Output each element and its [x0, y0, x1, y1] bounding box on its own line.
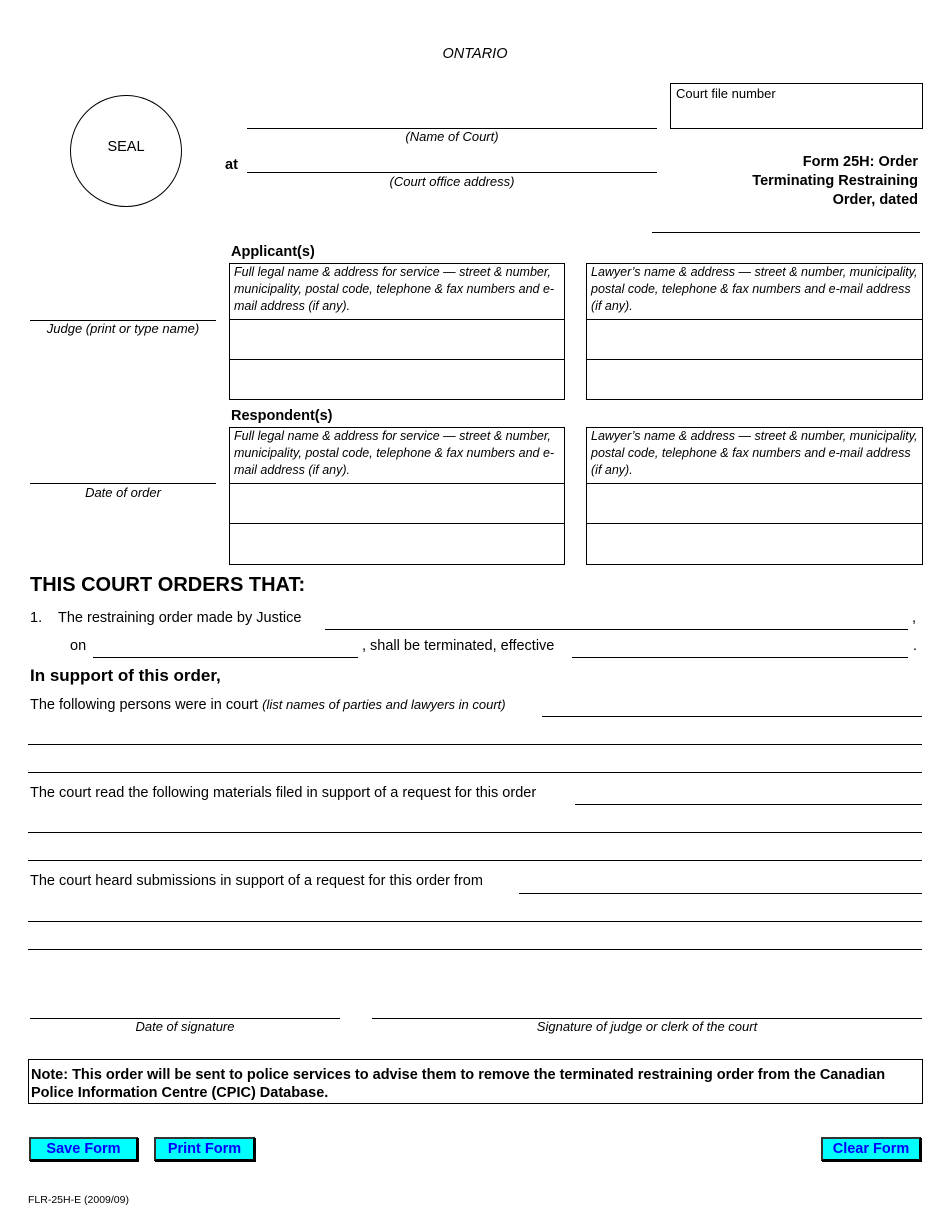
court-file-number-label: Court file number	[676, 86, 776, 101]
respondent-address-field[interactable]	[229, 523, 565, 565]
date-of-order-label: Date of order	[85, 485, 161, 500]
name-of-court-label: (Name of Court)	[405, 129, 499, 144]
date-of-order-field[interactable]	[30, 463, 216, 484]
respondent-party-header	[229, 427, 565, 484]
court-office-address-label: (Court office address)	[389, 174, 515, 189]
materials-field-2[interactable]	[28, 812, 922, 833]
judge-label: Judge (print or type name)	[46, 321, 200, 336]
form-title-line-1: Form 25H: Order	[802, 154, 918, 170]
justice-name-field[interactable]	[325, 609, 908, 630]
support-heading: In support of this order,	[30, 666, 221, 685]
item-text: The restraining order made by Justice	[58, 610, 302, 626]
persons-in-court-field-2[interactable]	[28, 724, 922, 745]
police-note-box	[28, 1059, 923, 1104]
on-label: on	[70, 638, 87, 654]
applicant-lawyer-header-text: Lawyer’s name & address — street & number, municipality, postal code, telephone & fax numbers and e-mail address (if any).	[591, 265, 918, 313]
persons-in-court-field-3[interactable]	[28, 752, 922, 773]
name-of-court-field[interactable]	[247, 108, 657, 129]
respondent-lawyer-header	[586, 427, 923, 484]
respondent-lawyer-header-text: Lawyer’s name & address — street & number, municipality, postal code, telephone & fax numbers and e-mail address (if any).	[591, 429, 918, 477]
submissions-field-1[interactable]	[519, 873, 922, 894]
form-code: FLR-25H-E (2009/09)	[28, 1194, 129, 1206]
police-note-text: Note: This order will be sent to police services to advise them to remove the terminated restraining order from the Canadian Police Information Centre (CPIC) Database.	[31, 1067, 886, 1101]
applicant-address-field[interactable]	[229, 359, 565, 400]
applicant-party-header	[229, 263, 565, 320]
signature-label: Signature of judge or clerk of the court	[536, 1019, 758, 1034]
at-label: at	[225, 157, 238, 173]
respondent-name-field[interactable]	[229, 483, 565, 524]
applicant-party-header-text: Full legal name & address for service — street & number, municipality, postal code, telephone & fax numbers and e-mail address (if any).	[234, 265, 555, 313]
seal	[70, 95, 182, 207]
print-form-button[interactable]: Print Form	[154, 1137, 255, 1161]
date-of-signature-field[interactable]	[30, 998, 340, 1019]
date-of-signature-label: Date of signature	[135, 1019, 235, 1034]
applicant-lawyer-header	[586, 263, 923, 320]
respondents-heading: Respondent(s)	[231, 408, 333, 424]
respondent-party-header-text: Full legal name & address for service — street & number, municipality, postal code, telephone & fax numbers and e-mail address (if any).	[234, 429, 555, 477]
order-date-field[interactable]	[652, 212, 920, 233]
applicant-lawyer-address-field[interactable]	[586, 359, 923, 400]
signature-field[interactable]	[372, 998, 922, 1019]
respondent-lawyer-name-field[interactable]	[586, 483, 923, 524]
save-form-button[interactable]: Save Form	[29, 1137, 138, 1161]
respondent-lawyer-address-field[interactable]	[586, 523, 923, 565]
form-title	[660, 153, 918, 210]
persons-in-court-text	[30, 697, 506, 713]
materials-text: The court read the following materials filed in support of a request for this order	[30, 785, 537, 801]
form-title-line-2: Terminating Restraining	[752, 173, 918, 189]
applicants-heading: Applicant(s)	[231, 244, 315, 260]
province-label: ONTARIO	[442, 46, 508, 62]
submissions-field-3[interactable]	[28, 929, 922, 950]
seal-label: SEAL	[107, 139, 145, 155]
applicant-name-field[interactable]	[229, 319, 565, 360]
item-comma: ,	[912, 610, 917, 626]
order-made-date-field[interactable]	[93, 637, 358, 658]
materials-field-1[interactable]	[575, 784, 922, 805]
court-file-number-field[interactable]	[670, 83, 923, 129]
judge-name-field[interactable]	[30, 300, 216, 321]
item-number: 1.	[30, 610, 43, 626]
submissions-field-2[interactable]	[28, 901, 922, 922]
orders-heading: THIS COURT ORDERS THAT:	[30, 574, 306, 596]
applicant-lawyer-name-field[interactable]	[586, 319, 923, 360]
terminated-text: , shall be terminated, effective	[362, 638, 555, 654]
clear-form-button[interactable]: Clear Form	[821, 1137, 921, 1161]
persons-in-court-label: The following persons were in court	[30, 697, 259, 713]
submissions-text: The court heard submissions in support of a request for this order from	[30, 873, 483, 889]
court-office-address-field[interactable]	[247, 152, 657, 173]
effective-date-field[interactable]	[572, 637, 908, 658]
materials-field-3[interactable]	[28, 840, 922, 861]
persons-in-court-note: (list names of parties and lawyers in court)	[262, 697, 506, 712]
form-title-line-3: Order, dated	[832, 192, 918, 208]
item-period: .	[913, 638, 918, 654]
persons-in-court-field-1[interactable]	[542, 696, 922, 717]
